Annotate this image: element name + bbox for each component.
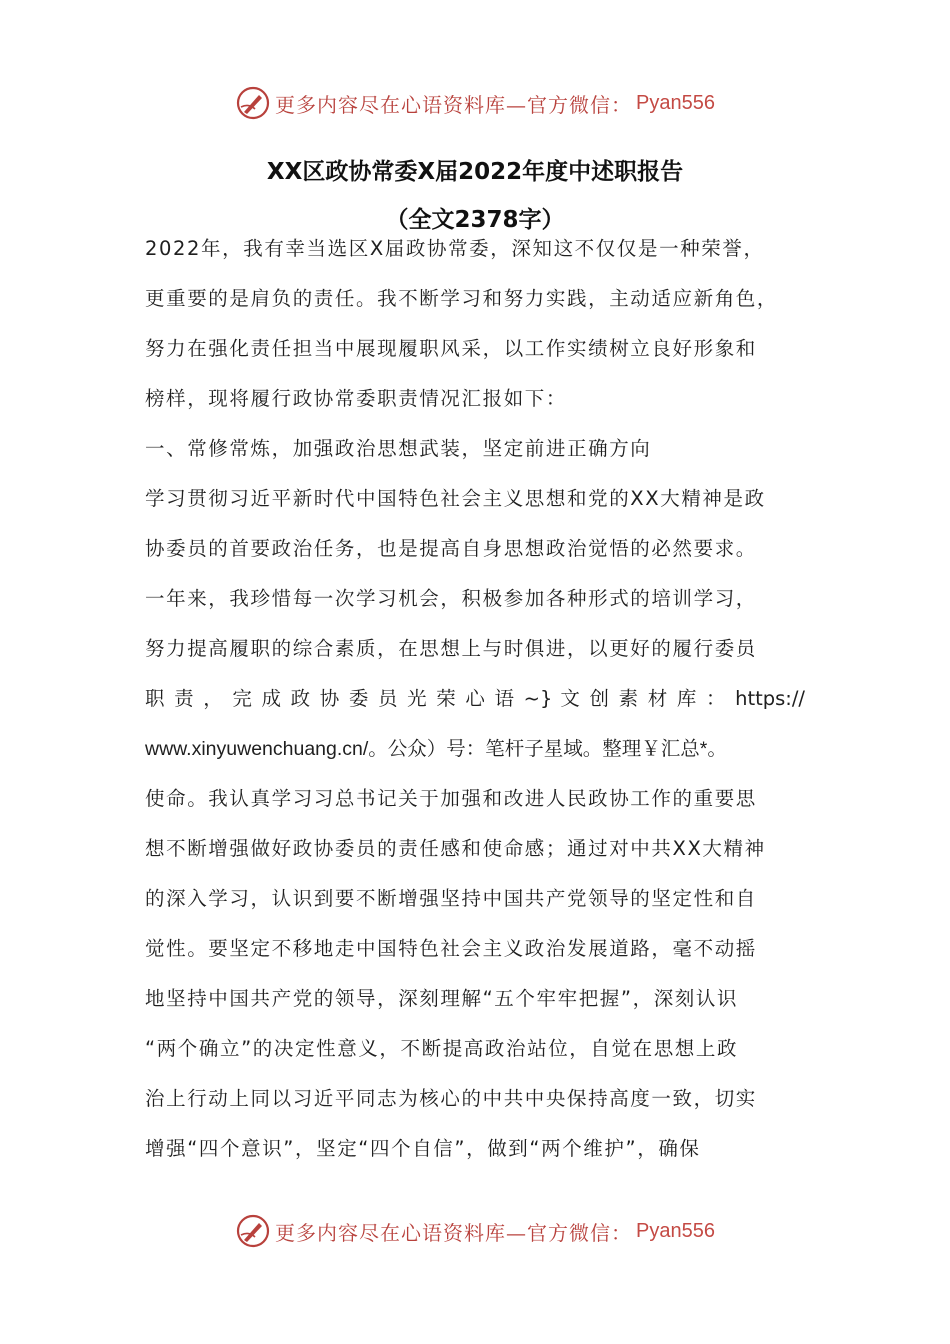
body-line: 职 责 ， 完 成 政 协 委 员 光 荣 心 语 ~} 文 创 素 材 库 ： https:// [145,687,805,710]
document-title: XX区政协常委X届2022年度中述职报告 [266,159,684,185]
body-line: 增强“四个意识”，坚定“四个自信”，做到“两个维护”，确保 [145,1137,701,1160]
body-line: 2022年，我有幸当选区X届政协常委，深知这不仅仅是一种荣誉， [145,237,765,260]
body-line: 榜样，现将履行政协常委职责情况汇报如下： [145,387,568,410]
pen-logo-icon [235,1213,271,1249]
body-line: 学习贯彻习近平新时代中国特色社会主义思想和党的XX大精神是政 [145,487,766,510]
body-line: www.xinyuwenchuang.cn/。公众）号：笔杆子星域。整理￥汇总*。 [145,738,727,760]
body-line: 更重要的是肩负的责任。我不断学习和努力实践，主动适应新角色， [145,287,779,310]
banner-wechat-id: Pyan556 [636,1219,715,1242]
body-line: 想不断增强做好政协委员的责任感和使命感；通过对中共XX大精神 [145,837,766,860]
body-line: 协委员的首要政治任务，也是提高自身思想政治觉悟的必然要求。 [145,537,757,560]
body-line: 的深入学习，认识到要不断增强坚持中国共产党领导的坚定性和自 [145,887,757,910]
body-line: 努力在强化责任担当中展现履职风采，以工作实绩树立良好形象和 [145,337,757,360]
footer-banner [0,1206,950,1256]
banner-wechat-id: Pyan556 [636,91,715,114]
body-line: 一年来，我珍惜每一次学习机会，积极参加各种形式的培训学习， [145,587,757,610]
body-line: “两个确立”的决定性意义，不断提高政治站位，自觉在思想上政 [145,1037,739,1060]
body-line: 努力提高履职的综合素质，在思想上与时俱进，以更好的履行委员 [145,637,757,660]
pen-logo-icon [235,85,271,121]
body-line: 治上行动上同以习近平同志为核心的中共中央保持高度一致，切实 [145,1087,757,1110]
body-line: 觉性。要坚定不移地走中国特色社会主义政治发展道路，毫不动摇 [145,937,757,960]
banner-text: 更多内容尽在心语资料库—官方微信： [275,1220,633,1245]
section-heading: 一、常修常炼，加强政治思想武装，坚定前进正确方向 [145,437,652,460]
body-line: 使命。我认真学习习总书记关于加强和改进人民政协工作的重要思 [145,787,757,810]
body-line: 地坚持中国共产党的领导，深刻理解“五个牢牢把握”，深刻认识 [145,987,739,1010]
document-body [145,224,805,1174]
banner-text: 更多内容尽在心语资料库—官方微信： [275,92,633,117]
document-subtitle: （全文2378字） [385,207,565,233]
header-banner [0,78,950,128]
